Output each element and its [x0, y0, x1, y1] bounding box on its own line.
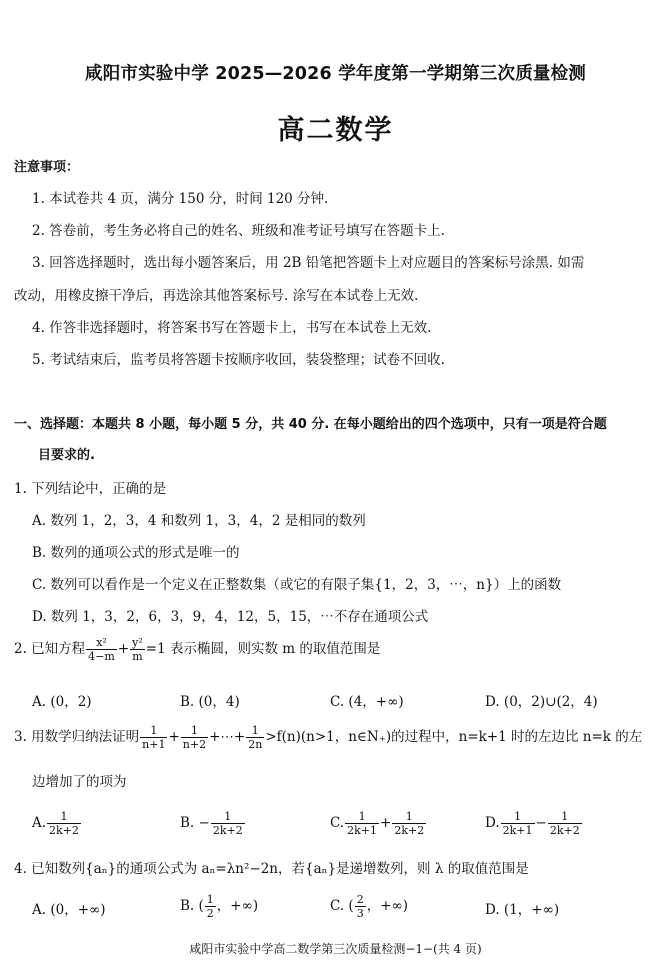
q1-option-b: B. 数列的通项公式的形式是唯一的 [32, 545, 240, 561]
q4-option-c: C. ( $\frac{2}{3}$ ，+∞) [330, 893, 409, 920]
page-footer: 咸阳市实验中学高二数学第三次质量检测−1−(共 4 页) [189, 942, 482, 956]
q2-option-b: B. (0，4) [180, 694, 240, 710]
q3-option-d: D. $\frac{1}{2k+1}$ − $\frac{1}{2k+2}$ [485, 810, 580, 837]
q3-fraction-1: $\frac{1}{n+1}$ [142, 724, 166, 751]
q2-stem-suffix: =1 表示椭圆，则实数 m 的取值范围是 [145, 641, 381, 657]
q2-stem-prefix: 2. 已知方程 [14, 641, 86, 657]
note-item: 5. 考试结束后，监考员将答题卡按顺序收回，装袋整理；试卷不回收. [32, 352, 445, 368]
q1-option-a: A. 数列 1，2，3，4 和数列 1，3，4，2 是相同的数列 [32, 513, 366, 529]
question-2-stem: 2. 已知方程 $\frac{\text{x²}}{4-m}$ + $\frac{\text{y²}}{m}$ =1 表示椭圆，则实数 m 的取值范围是 [14, 636, 381, 663]
q2-option-a: A. (0，2) [32, 694, 92, 710]
subject-title: 高二数学 [277, 115, 394, 146]
q2-fraction-y: $\frac{\text{y²}}{m}$ [132, 636, 143, 663]
q3-option-b: B. − $\frac{1}{2k+2}$ [180, 810, 243, 837]
section-heading-cont: 目要求的. [38, 448, 95, 463]
note-item: 4. 作答非选择题时，将答案书写在答题卡上，书写在本试卷上无效. [32, 320, 432, 336]
q3-fraction-3: $\frac{1}{2n}$ [248, 724, 263, 751]
q3-fraction-2: $\frac{1}{n+2}$ [182, 724, 207, 751]
q4-option-b: B. ( $\frac{1}{2}$ ，+∞) [180, 893, 259, 920]
q4-option-a: A. (0，+∞) [32, 902, 106, 918]
q1-option-c: C. 数列可以看作是一个定义在正整数集（或它的有限子集{1，2，3，⋯，n}）上的函数 [32, 577, 562, 593]
section-heading: 一、选择题：本题共 8 小题，每小题 5 分，共 40 分. 在每小题给出的四个选项中，只有一项是符合题 [14, 417, 607, 432]
question-1-stem: 1. 下列结论中，正确的是 [14, 481, 167, 497]
note-item: 3. 回答选择题时，选出每小题答案后，用 2B 铅笔把答题卡上对应题目的答案标号涂黑. 如需 [32, 255, 585, 271]
exam-title: 咸阳市实验中学 2025—2026 学年度第一学期第三次质量检测 [85, 64, 586, 84]
note-item: 1. 本试卷共 4 页，满分 150 分，时间 120 分钟. [32, 191, 329, 207]
q4-option-d: D. (1，+∞) [485, 902, 560, 918]
q2-fraction-x: $\frac{\text{x²}}{4-m}$ [88, 636, 115, 663]
q1-option-d: D. 数列 1，3，2，6，3，9，4，12，5，15，⋯不存在通项公式 [32, 609, 429, 625]
question-3-stem: 3. 用数学归纳法证明 $\frac{1}{n+1}$ + $\frac{1}{n+2}$ +⋯+ $\frac{1}{2n}$ >f(n)(n>1，n∈N₊)的过程中，n=k+1 时的左边比 n=k 的左 [14, 724, 643, 751]
q2-option-c: C. (4，+∞) [330, 694, 404, 710]
q2-option-d: D. (0，2)∪(2，4) [485, 694, 598, 710]
question-3-stem-cont: 边增加了的项为 [32, 774, 127, 790]
q3-option-c: C. $\frac{1}{2k+1}$ + $\frac{1}{2k+2}$ [330, 810, 425, 837]
question-4-stem: 4. 已知数列{aₙ}的通项公式为 aₙ=λn²−2n，若{aₙ}是递增数列，则 λ 的取值范围是 [14, 861, 529, 877]
notes-heading: 注意事项： [14, 160, 80, 175]
note-item: 2. 答卷前，考生务必将自己的姓名、班级和准考证号填写在答题卡上. [32, 223, 445, 239]
note-item: 改动，用橡皮擦干净后，再选涂其他答案标号. 涂写在本试卷上无效. [14, 288, 419, 304]
q3-option-a: A. $\frac{1}{2k+2}$ [32, 810, 79, 837]
